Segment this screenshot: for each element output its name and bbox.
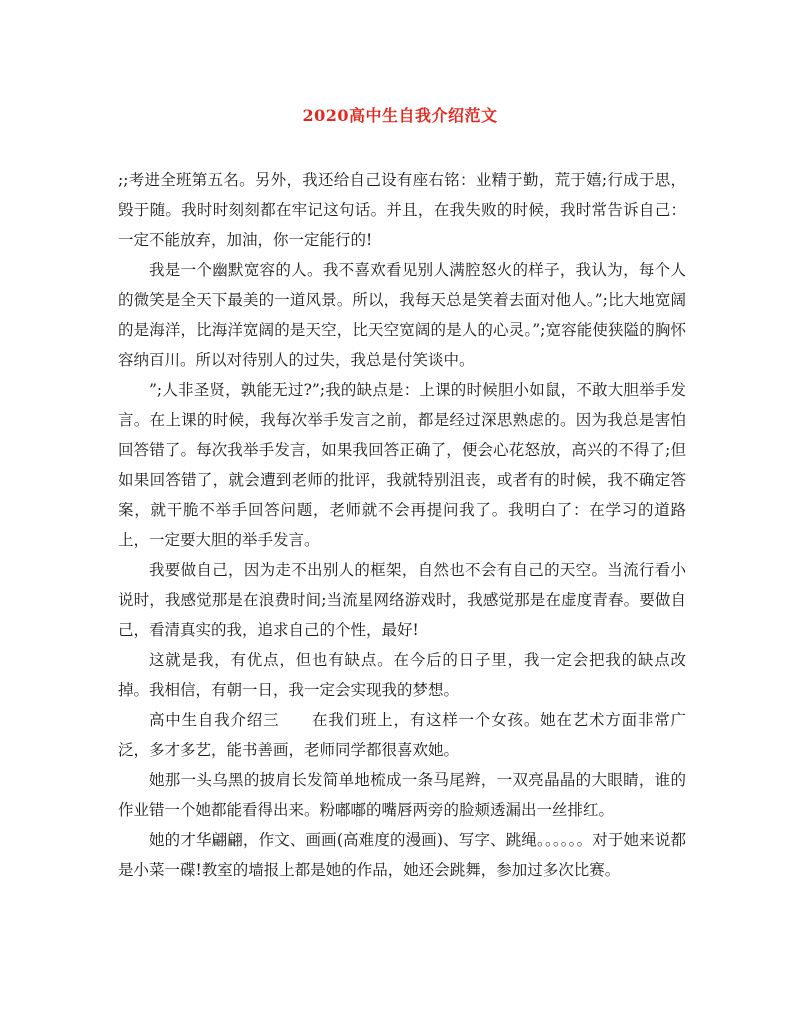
paragraph-1: ;;考进全班第五名。另外，我还给自己设有座右铭：业精于勤，荒于嬉;行成于思，毁于随。我时时刻刻都在牢记这句话。并且，在我失败的时候，我时常告诉自己：一定不能放弃，加油，你一定能行的!	[118, 171, 686, 249]
document-title: 2020高中生自我介绍范文	[302, 106, 498, 125]
paragraph-3: ”;人非圣贤，孰能无过?”;我的缺点是：上课的时候胆小如鼠，不敢大胆举手发言。在上课的时候，我每次举手发言之前，都是经过深思熟虑的。因为我总是害怕回答错了。每次我举手发言，如果我回答正确了，便会心花怒放，高兴的不得了;但如果回答错了，就会遭到老师的批评，我就特别沮丧，或者有的时候，我不确定答案，就干脆不举手回答问题，老师就不会再提问我了。我明白了：在学习的道路上，一定要大胆的举手发言。	[118, 381, 686, 549]
paragraph-2: 我是一个幽默宽容的人。我不喜欢看见别人满腔怒火的样子，我认为，每个人的微笑是全天下最美的一道风景。所以，我每天总是笑着去面对他人。”;比大地宽阔的是海洋，比海洋宽阔的是天空，比天空宽阔的是人的心灵。”;宽容能使狭隘的胸怀容纳百川。所以对待别人的过失，我总是付笑谈中。	[118, 261, 686, 369]
paragraph-8: 她的才华翩翩，作文、画画(高难度的漫画)、写字、跳绳。。。。。。对于她来说都是小菜一碟!教室的墙报上都是她的作品，她还会跳舞，参加过多次比赛。	[118, 831, 686, 879]
paragraph-4: 我要做自己，因为走不出别人的框架，自然也不会有自己的天空。当流行看小说时，我感觉那是在浪费时间;当流星网络游戏时，我感觉那是在虚度青春。要做自己，看清真实的我，追求自己的个性，最好!	[118, 561, 686, 639]
paragraph-5: 这就是我，有优点，但也有缺点。在今后的日子里，我一定会把我的缺点改掉。我相信，有朝一日，我一定会实现我的梦想。	[118, 651, 686, 699]
document-body	[118, 165, 686, 885]
paragraph-6: 高中生自我介绍三 在我们班上，有这样一个女孩。她在艺术方面非常广泛，多才多艺，能书善画，老师同学都很喜欢她。	[118, 711, 686, 759]
paragraph-7: 她那一头乌黑的披肩长发简单地梳成一条马尾辫，一双亮晶晶的大眼睛，谁的作业错一个她都能看得出来。粉嘟嘟的嘴唇两旁的脸颊透漏出一丝排红。	[118, 771, 686, 819]
